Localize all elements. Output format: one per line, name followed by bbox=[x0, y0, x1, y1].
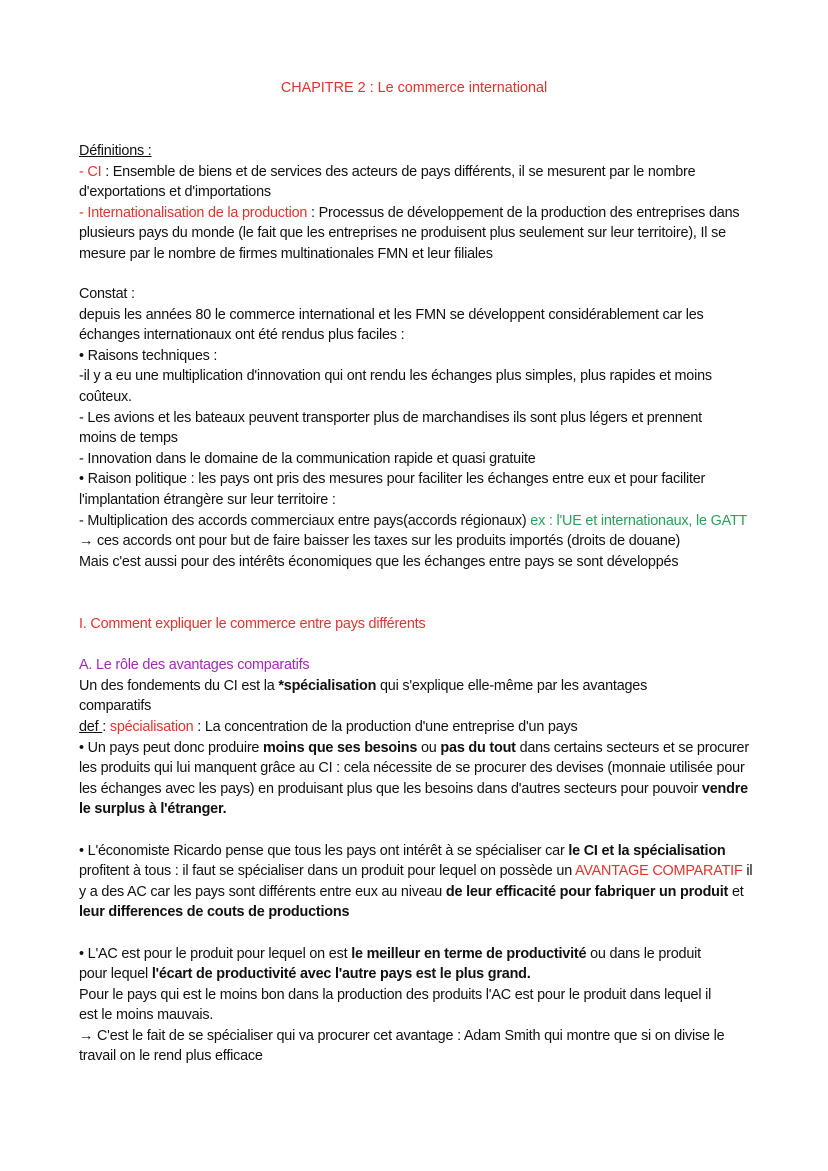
term-ci: CI bbox=[87, 163, 102, 180]
text: qui s'explique elle-même par les avantages comparatifs bbox=[79, 677, 648, 715]
bold-text: le meilleur en terme de productivité bbox=[351, 945, 587, 962]
tech-item-1: -il y a eu une multiplication d'innovation qui ont rendu les échanges plus simples, plus rapides et moins coûteux. bbox=[79, 368, 712, 405]
text: Un des fondements du CI est la bbox=[79, 677, 279, 694]
definition-text: : Processus de développement de la production des entreprises dans plusieurs pays du monde (le fait que les entreprises ne produisent plus seulement sur leur territoire), Il se mesure par le nombre de firmes multinationales FMN et leur filiales bbox=[79, 204, 740, 262]
bold-text: vendre le surplus à l'étranger. bbox=[79, 780, 748, 818]
constat-heading: Constat : bbox=[79, 286, 135, 302]
definition-text: : Ensemble de biens et de services des acteurs de pays différents, il se mesurent par le nombre d'exportations et d'importations bbox=[79, 163, 696, 201]
politics-item-1 bbox=[79, 511, 759, 552]
text: → ces accords ont pour but de faire baisser les taxes sur les produits importés (droits de douane) bbox=[79, 533, 681, 550]
term-internationalisation: Internationalisation de la production bbox=[87, 204, 308, 221]
chapter-title: CHAPITRE 2 : Le commerce international bbox=[280, 80, 548, 96]
dash: - bbox=[79, 163, 88, 180]
section-1-heading: I. Comment expliquer le commerce entre pays différents bbox=[79, 616, 426, 632]
text: ou bbox=[417, 739, 441, 756]
text: : bbox=[102, 718, 110, 735]
tech-item-3: - Innovation dans le domaine de la communication rapide et quasi gratuite bbox=[79, 450, 536, 467]
definition-ci bbox=[79, 162, 759, 203]
constat-conclusion: Mais c'est aussi pour des intérêts économiques que les échanges entre pays se sont développés bbox=[79, 553, 679, 570]
paragraph-specialisation bbox=[79, 676, 719, 717]
politics-heading: • Raison politique : les pays ont pris des mesures pour faciliter les échanges entre eux et pour faciliter l'implantation étrangère sur leur territoire : bbox=[79, 471, 706, 508]
section-1 bbox=[79, 614, 759, 1067]
text: • Un pays peut donc produire bbox=[79, 739, 264, 756]
text: dans certains secteurs et se procurer les produits qui lui manquent grâce au CI : cela nécessite de se procurer des devises (monnaie utilisée pour les échanges avec les pays) en produisant plus que les besoins dans d'autres secteurs pour pouvoir bbox=[79, 739, 749, 797]
term-specialisation: spécialisation bbox=[109, 718, 194, 735]
bullet-1 bbox=[79, 738, 759, 820]
highlight-text: AVANTAGE COMPARATIF bbox=[575, 863, 743, 880]
tech-heading: • Raisons techniques : bbox=[79, 347, 218, 364]
definition-internationalisation bbox=[79, 203, 759, 265]
text: • L'AC est pour le produit pour lequel on est bbox=[79, 945, 352, 962]
constat-intro: depuis les années 80 le commerce international et les FMN se développent considérablement car les échanges internationaux ont été rendus plus faciles : bbox=[79, 306, 704, 344]
text: - Multiplication des accords commerciaux entre pays(accords régionaux) bbox=[79, 512, 531, 529]
bold-text: moins que ses besoins bbox=[263, 739, 418, 756]
bold-text: leur differences de couts de productions bbox=[79, 904, 350, 921]
text: et bbox=[728, 883, 744, 900]
example-text: ex : l'UE et internationaux, le GATT bbox=[530, 512, 747, 529]
bold-text: pas du tout bbox=[440, 739, 516, 756]
bold-text: de leur efficacité pour fabriquer un produit bbox=[445, 883, 729, 900]
subsection-a-heading: A. Le rôle des avantages comparatifs bbox=[79, 657, 310, 674]
bullet-3 bbox=[79, 944, 719, 985]
text: ou dans le produit pour lequel bbox=[79, 945, 701, 983]
bold-text: le CI et la spécialisation bbox=[568, 842, 726, 859]
dash: - bbox=[79, 204, 88, 221]
def-label: def bbox=[79, 718, 103, 735]
bold-text: *spécialisation bbox=[278, 677, 377, 694]
text: • L'économiste Ricardo pense que tous les pays ont intérêt à se spécialiser car bbox=[79, 842, 569, 859]
paragraph-less-bad: Pour le pays qui est le moins bon dans la production des produits l'AC est pour le produit dans lequel il est le moins mauvais. bbox=[79, 986, 712, 1024]
definition-specialisation bbox=[79, 717, 759, 738]
paragraph-adam-smith: → C'est le fait de se spécialiser qui va procurer cet avantage : Adam Smith qui montre que si on divise le travail on le rend plus efficace bbox=[79, 1027, 725, 1065]
text: il y a des AC car les pays sont différents entre eux au niveau bbox=[79, 863, 753, 900]
tech-item-2: - Les avions et les bateaux peuvent transporter plus de marchandises ils sont plus légers et prennent moins de temps bbox=[79, 409, 702, 447]
bold-text: l'écart de productivité avec l'autre pays est le plus grand. bbox=[151, 966, 531, 983]
text: profitent à tous : il faut se spécialiser dans un produit pour lequel on possède un bbox=[79, 863, 575, 880]
bullet-2 bbox=[79, 841, 759, 923]
constat-section bbox=[79, 284, 759, 572]
definitions-section bbox=[79, 141, 759, 265]
definitions-heading: Définitions : bbox=[79, 143, 152, 159]
text: : La concentration de la production d'une entreprise d'un pays bbox=[193, 718, 578, 735]
